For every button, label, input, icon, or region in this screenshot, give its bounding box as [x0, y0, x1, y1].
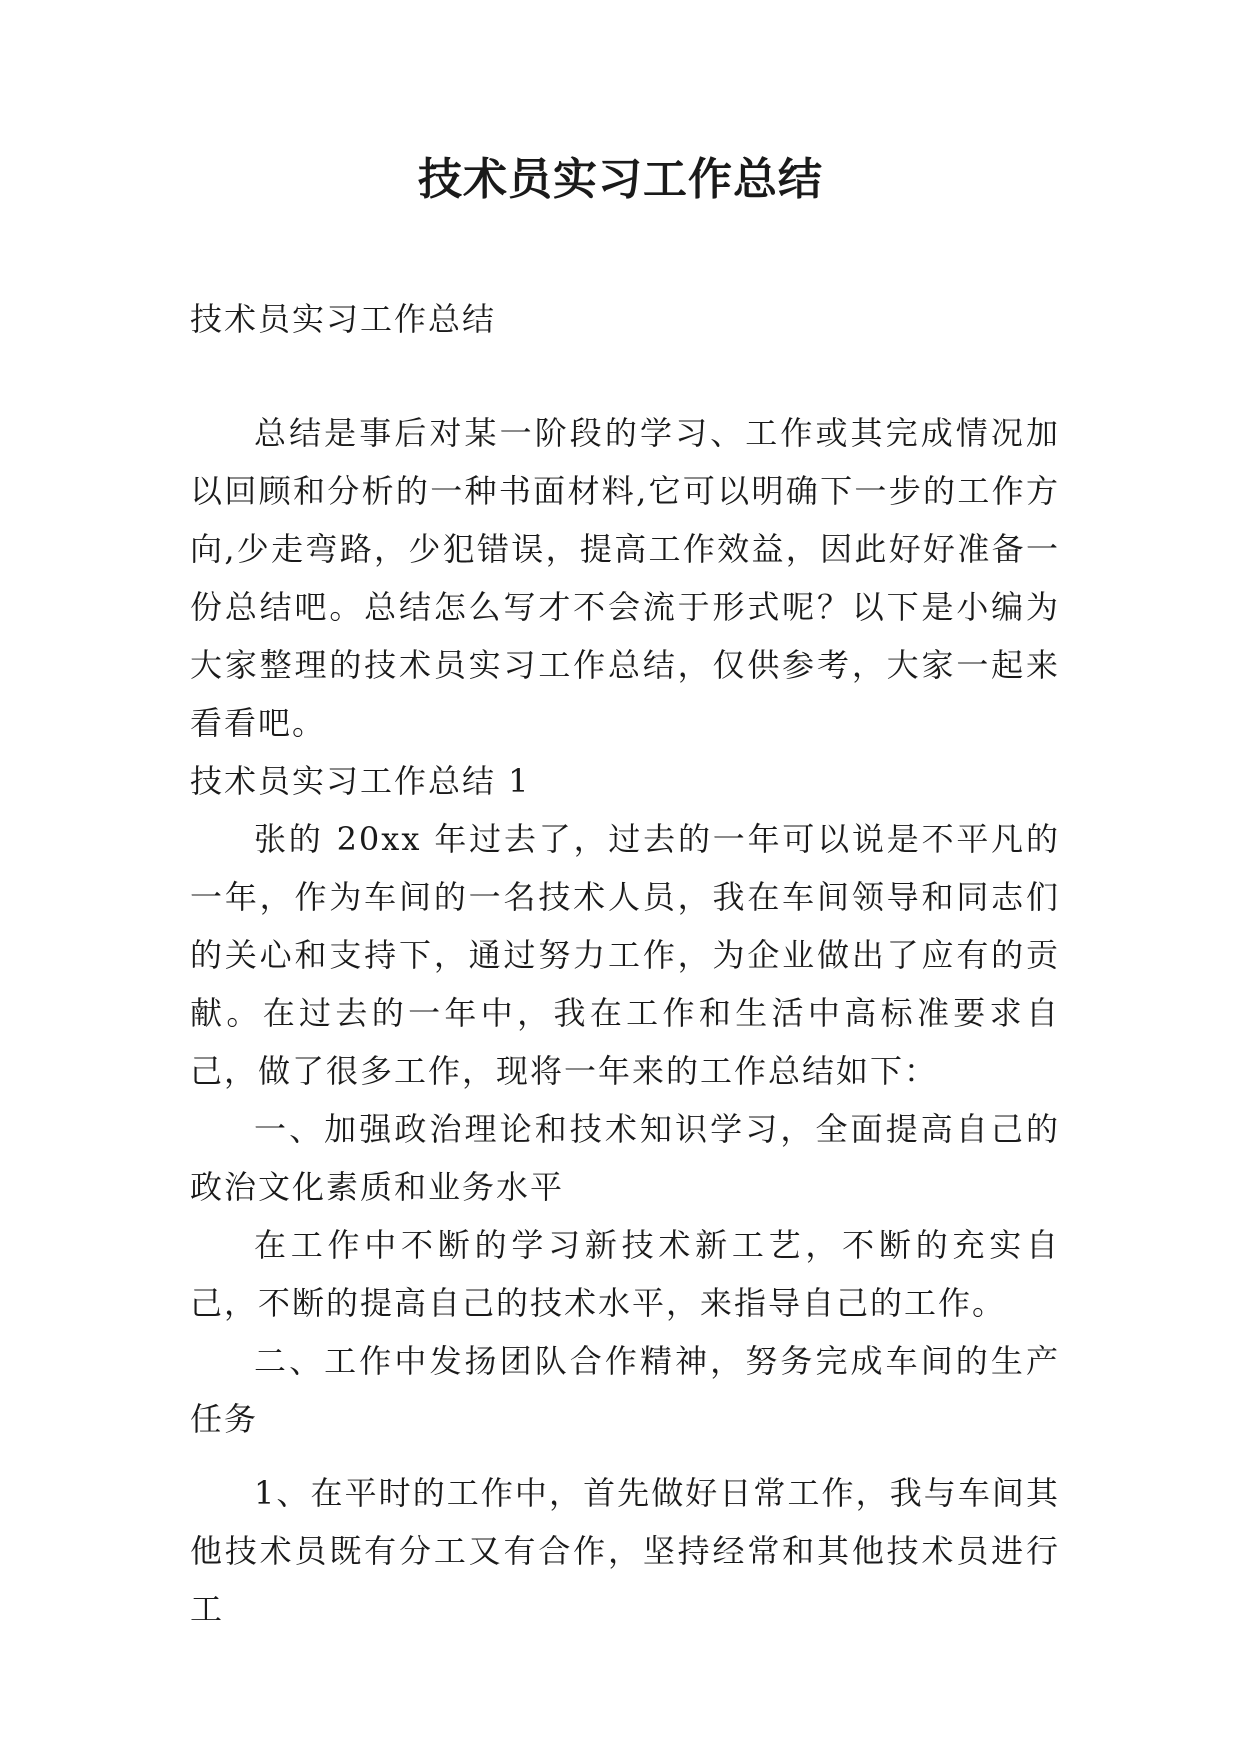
section-1-body	[190, 810, 1060, 1638]
section-1-paragraph: 1、在平时的工作中，首先做好日常工作，我与车间其他技术员既有分工又有合作，坚持经常和其他技术员进行工	[190, 1474, 1060, 1628]
section-1-heading-teamwork: 二、工作中发扬团队合作精神，努务完成车间的生产任务	[190, 1342, 1060, 1438]
document-title: 技术员实习工作总结	[418, 154, 823, 205]
intro-paragraph: 总结是事后对某一阶段的学习、工作或其完成情况加以回顾和分析的一种书面材料,它可以明确下一步的工作方向,少走弯路，少犯错误，提高工作效益，因此好好准备一份总结吧。总结怎么写才不会流于形式呢？以下是小编为大家整理的技术员实习工作总结，仅供参考，大家一起来看看吧。	[190, 414, 1060, 742]
section-1-title: 技术员实习工作总结 1	[190, 762, 531, 800]
section-1-paragraph: 在工作中不断的学习新技术新工艺，不断的充实自己，不断的提高自己的技术水平，来指导自己的工作。	[190, 1226, 1060, 1322]
section-1-heading-politics: 一、加强政治理论和技术知识学习，全面提高自己的政治文化素质和业务水平	[190, 1110, 1060, 1206]
document-subtitle: 技术员实习工作总结	[190, 300, 497, 338]
section-1-paragraph: 张的 20xx 年过去了，过去的一年可以说是不平凡的一年，作为车间的一名技术人员，我在车间领导和同志们的关心和支持下，通过努力工作，为企业做出了应有的贡献。在过去的一年中，我在工作和生活中高标准要求自己，做了很多工作，现将一年来的工作总结如下：	[190, 820, 1060, 1090]
